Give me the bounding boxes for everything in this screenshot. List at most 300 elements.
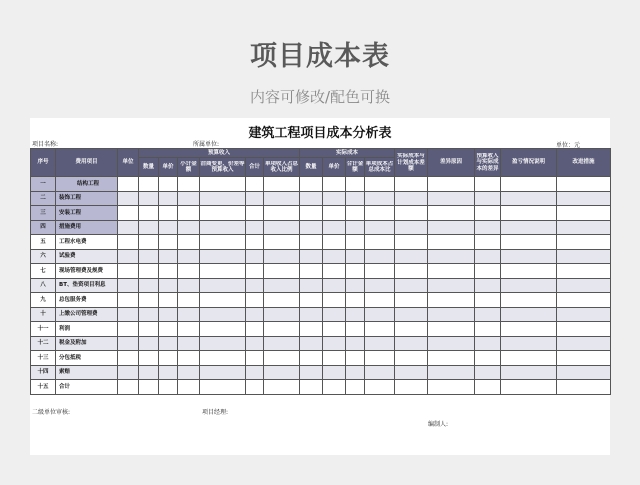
cell[interactable] xyxy=(118,365,139,380)
cell[interactable] xyxy=(300,191,323,206)
table-row xyxy=(31,307,611,322)
cell[interactable] xyxy=(475,365,501,380)
cell[interactable] xyxy=(501,278,557,293)
table-row xyxy=(31,220,611,235)
row-item: 分包抵税 xyxy=(56,351,118,366)
cell[interactable] xyxy=(365,351,395,366)
cell[interactable] xyxy=(118,191,139,206)
row-seq: 四 xyxy=(31,220,56,235)
cell[interactable] xyxy=(264,235,300,250)
cell[interactable] xyxy=(395,191,428,206)
cell[interactable] xyxy=(246,249,264,264)
cell[interactable] xyxy=(246,322,264,337)
cell[interactable] xyxy=(246,307,264,322)
cell[interactable] xyxy=(159,380,178,395)
cell[interactable] xyxy=(365,293,395,308)
cell[interactable] xyxy=(264,365,300,380)
cell[interactable] xyxy=(428,235,475,250)
cell[interactable] xyxy=(557,177,611,192)
cell[interactable] xyxy=(323,336,346,351)
footer-manager: 项目经理: xyxy=(202,409,229,416)
cell[interactable] xyxy=(246,220,264,235)
cell[interactable] xyxy=(300,235,323,250)
cell[interactable] xyxy=(323,206,346,221)
cell[interactable] xyxy=(139,351,159,366)
cell[interactable] xyxy=(501,380,557,395)
header-seq: 序号 xyxy=(31,149,56,177)
cell[interactable] xyxy=(264,336,300,351)
header-group-actual: 实际成本 xyxy=(300,149,395,158)
cell[interactable] xyxy=(118,380,139,395)
cell[interactable] xyxy=(300,278,323,293)
cell[interactable] xyxy=(118,278,139,293)
cell[interactable] xyxy=(200,206,246,221)
cell[interactable] xyxy=(159,336,178,351)
cell[interactable] xyxy=(557,307,611,322)
cell[interactable] xyxy=(346,177,365,192)
cell[interactable] xyxy=(200,351,246,366)
cell[interactable] xyxy=(139,278,159,293)
cell[interactable] xyxy=(323,351,346,366)
cell[interactable] xyxy=(178,264,200,279)
header-b-price: 单价 xyxy=(159,158,178,177)
cell[interactable] xyxy=(501,351,557,366)
cell[interactable] xyxy=(178,322,200,337)
row-seq: 九 xyxy=(31,293,56,308)
row-item: 工程水电费 xyxy=(56,235,118,250)
cell[interactable] xyxy=(264,380,300,395)
cell[interactable] xyxy=(300,293,323,308)
cell[interactable] xyxy=(395,336,428,351)
cell[interactable] xyxy=(200,380,246,395)
page-subtitle: 内容可修改/配色可换 xyxy=(249,88,391,106)
cell[interactable] xyxy=(178,336,200,351)
cell[interactable] xyxy=(246,264,264,279)
cell[interactable] xyxy=(159,293,178,308)
cell[interactable] xyxy=(395,249,428,264)
header-reason: 差异原因 xyxy=(428,149,475,177)
cell[interactable] xyxy=(200,191,246,206)
cell[interactable] xyxy=(323,278,346,293)
cell[interactable] xyxy=(501,177,557,192)
cell[interactable] xyxy=(395,264,428,279)
cell[interactable] xyxy=(300,322,323,337)
cell[interactable] xyxy=(264,177,300,192)
cell[interactable] xyxy=(300,307,323,322)
cost-table xyxy=(30,148,611,395)
cell[interactable] xyxy=(323,307,346,322)
project-name-label: 项目名称: xyxy=(32,141,59,148)
cell[interactable] xyxy=(557,220,611,235)
cell[interactable] xyxy=(475,191,501,206)
cell[interactable] xyxy=(475,206,501,221)
cell[interactable] xyxy=(346,249,365,264)
cell[interactable] xyxy=(475,322,501,337)
cell[interactable] xyxy=(139,322,159,337)
row-item: 上缴公司管理费 xyxy=(56,307,118,322)
cell[interactable] xyxy=(200,220,246,235)
cell[interactable] xyxy=(365,220,395,235)
cell[interactable] xyxy=(428,365,475,380)
cell[interactable] xyxy=(178,235,200,250)
header-b-change: 洽商变更、价差等预算收入 xyxy=(200,160,245,173)
cell[interactable] xyxy=(300,249,323,264)
cell[interactable] xyxy=(428,380,475,395)
cell[interactable] xyxy=(159,177,178,192)
cell[interactable] xyxy=(118,264,139,279)
row-item: 现场管理费及规费 xyxy=(56,264,118,279)
cell[interactable] xyxy=(246,380,264,395)
cell[interactable] xyxy=(475,235,501,250)
cell[interactable] xyxy=(178,380,200,395)
cell[interactable] xyxy=(246,206,264,221)
cell[interactable] xyxy=(323,365,346,380)
cell[interactable] xyxy=(246,336,264,351)
row-seq: 七 xyxy=(31,264,56,279)
row-item: 税金及附加 xyxy=(56,336,118,351)
cell[interactable] xyxy=(428,177,475,192)
cell[interactable] xyxy=(501,264,557,279)
cell[interactable] xyxy=(346,264,365,279)
cell[interactable] xyxy=(475,307,501,322)
cell[interactable] xyxy=(346,220,365,235)
cell[interactable] xyxy=(159,365,178,380)
row-item: 索赔 xyxy=(56,365,118,380)
cell[interactable] xyxy=(200,278,246,293)
cell[interactable] xyxy=(118,249,139,264)
table-row xyxy=(31,365,611,380)
cell[interactable] xyxy=(501,191,557,206)
cell[interactable] xyxy=(246,235,264,250)
cell[interactable] xyxy=(557,264,611,279)
cell[interactable] xyxy=(395,220,428,235)
header-diff-plan: 实际成本与计划成本差额 xyxy=(397,153,425,172)
cell[interactable] xyxy=(501,293,557,308)
row-seq: 十 xyxy=(31,307,56,322)
cell[interactable] xyxy=(300,177,323,192)
cell[interactable] xyxy=(475,380,501,395)
cell[interactable] xyxy=(200,322,246,337)
cell[interactable] xyxy=(395,206,428,221)
cell[interactable] xyxy=(139,177,159,192)
row-seq: 六 xyxy=(31,249,56,264)
page-title: 项目成本表 xyxy=(250,41,390,72)
cell[interactable] xyxy=(428,278,475,293)
cell[interactable] xyxy=(159,264,178,279)
table-row xyxy=(31,293,611,308)
cell[interactable] xyxy=(200,365,246,380)
cell[interactable] xyxy=(346,191,365,206)
cell[interactable] xyxy=(395,380,428,395)
cell[interactable] xyxy=(365,191,395,206)
cell[interactable] xyxy=(395,278,428,293)
cell[interactable] xyxy=(365,365,395,380)
table-row xyxy=(31,191,611,206)
cell[interactable] xyxy=(475,351,501,366)
cell[interactable] xyxy=(428,307,475,322)
cell[interactable] xyxy=(501,249,557,264)
cell[interactable] xyxy=(118,336,139,351)
cell[interactable] xyxy=(501,365,557,380)
cell[interactable] xyxy=(139,206,159,221)
cell[interactable] xyxy=(300,264,323,279)
cell[interactable] xyxy=(264,278,300,293)
row-item: 总包服务费 xyxy=(56,293,118,308)
cell[interactable] xyxy=(557,191,611,206)
cell[interactable] xyxy=(159,307,178,322)
cell[interactable] xyxy=(428,336,475,351)
cell[interactable] xyxy=(501,206,557,221)
header-a-total: 合计金额 xyxy=(346,160,364,173)
cell[interactable] xyxy=(557,206,611,221)
cell[interactable] xyxy=(346,278,365,293)
cell[interactable] xyxy=(264,293,300,308)
cell[interactable] xyxy=(365,249,395,264)
cell[interactable] xyxy=(475,264,501,279)
row-seq: 十四 xyxy=(31,365,56,380)
cell[interactable] xyxy=(323,264,346,279)
cell[interactable] xyxy=(346,235,365,250)
row-seq: 十五 xyxy=(31,380,56,395)
cell[interactable] xyxy=(365,206,395,221)
cell[interactable] xyxy=(323,220,346,235)
cell[interactable] xyxy=(178,293,200,308)
cell[interactable] xyxy=(118,177,139,192)
cell[interactable] xyxy=(395,307,428,322)
table-row xyxy=(31,351,611,366)
cell[interactable] xyxy=(557,249,611,264)
cell[interactable] xyxy=(300,365,323,380)
cell[interactable] xyxy=(365,278,395,293)
cell[interactable] xyxy=(323,380,346,395)
cell[interactable] xyxy=(557,235,611,250)
cell[interactable] xyxy=(501,336,557,351)
cell[interactable] xyxy=(159,235,178,250)
cell[interactable] xyxy=(475,278,501,293)
cell[interactable] xyxy=(139,191,159,206)
cell[interactable] xyxy=(139,235,159,250)
cell[interactable] xyxy=(557,278,611,293)
cell[interactable] xyxy=(159,206,178,221)
cell[interactable] xyxy=(501,235,557,250)
cell[interactable] xyxy=(178,206,200,221)
table-row xyxy=(31,380,611,395)
cell[interactable] xyxy=(139,249,159,264)
cell[interactable] xyxy=(246,365,264,380)
footer-review: 二级单位审核: xyxy=(32,409,71,416)
cell[interactable] xyxy=(428,206,475,221)
row-seq: 十三 xyxy=(31,351,56,366)
cell[interactable] xyxy=(264,206,300,221)
cell[interactable] xyxy=(159,220,178,235)
cell[interactable] xyxy=(178,278,200,293)
cell[interactable] xyxy=(264,220,300,235)
cell[interactable] xyxy=(475,220,501,235)
cell[interactable] xyxy=(323,293,346,308)
cell[interactable] xyxy=(139,336,159,351)
cell[interactable] xyxy=(300,380,323,395)
cell[interactable] xyxy=(178,191,200,206)
cell[interactable] xyxy=(475,293,501,308)
cell[interactable] xyxy=(178,365,200,380)
row-item: 装饰工程 xyxy=(56,191,118,206)
cell[interactable] xyxy=(346,336,365,351)
row-item: 措施费用 xyxy=(56,220,118,235)
cell[interactable] xyxy=(139,365,159,380)
cell[interactable] xyxy=(178,249,200,264)
cell[interactable] xyxy=(428,322,475,337)
header-a-qty: 数量 xyxy=(300,158,323,177)
cell[interactable] xyxy=(264,264,300,279)
cell[interactable] xyxy=(178,351,200,366)
cell[interactable] xyxy=(501,307,557,322)
cell[interactable] xyxy=(428,264,475,279)
table-row xyxy=(31,322,611,337)
cell[interactable] xyxy=(178,307,200,322)
cell[interactable] xyxy=(159,322,178,337)
cell[interactable] xyxy=(139,293,159,308)
cell[interactable] xyxy=(323,235,346,250)
cell[interactable] xyxy=(246,191,264,206)
cell[interactable] xyxy=(395,365,428,380)
cell[interactable] xyxy=(139,220,159,235)
cell[interactable] xyxy=(395,351,428,366)
row-item: BT、垫资项目利息 xyxy=(56,278,118,293)
cell[interactable] xyxy=(501,322,557,337)
cell[interactable] xyxy=(178,177,200,192)
cell[interactable] xyxy=(264,191,300,206)
cell[interactable] xyxy=(395,177,428,192)
cell[interactable] xyxy=(475,177,501,192)
cell[interactable] xyxy=(264,351,300,366)
cell[interactable] xyxy=(557,351,611,366)
cell[interactable] xyxy=(346,322,365,337)
cell[interactable] xyxy=(323,177,346,192)
footer-preparer: 编制人: xyxy=(428,421,449,428)
cell[interactable] xyxy=(118,351,139,366)
table-row xyxy=(31,177,611,192)
unit-org-label: 所属单位: xyxy=(193,141,220,148)
cell[interactable] xyxy=(200,235,246,250)
cell[interactable] xyxy=(557,365,611,380)
cell[interactable] xyxy=(557,293,611,308)
table-row xyxy=(31,206,611,221)
cell[interactable] xyxy=(365,264,395,279)
cell[interactable] xyxy=(118,220,139,235)
cell[interactable] xyxy=(323,322,346,337)
cell[interactable] xyxy=(475,336,501,351)
cell[interactable] xyxy=(557,380,611,395)
cell[interactable] xyxy=(139,380,159,395)
cell[interactable] xyxy=(428,220,475,235)
cell[interactable] xyxy=(346,380,365,395)
cell[interactable] xyxy=(118,206,139,221)
cell[interactable] xyxy=(323,249,346,264)
cell[interactable] xyxy=(178,220,200,235)
cell[interactable] xyxy=(118,235,139,250)
cell[interactable] xyxy=(200,307,246,322)
header-item: 费用项目 xyxy=(56,149,118,177)
cell[interactable] xyxy=(557,336,611,351)
cell[interactable] xyxy=(159,249,178,264)
cell[interactable] xyxy=(118,293,139,308)
cell[interactable] xyxy=(365,235,395,250)
cell[interactable] xyxy=(246,351,264,366)
row-seq: 二 xyxy=(31,191,56,206)
header-b-total: 合计 xyxy=(246,158,264,177)
cell[interactable] xyxy=(365,177,395,192)
cell[interactable] xyxy=(264,307,300,322)
row-seq: 三 xyxy=(31,206,56,221)
cell[interactable] xyxy=(428,191,475,206)
cell[interactable] xyxy=(346,365,365,380)
cell[interactable] xyxy=(300,351,323,366)
cell[interactable] xyxy=(395,235,428,250)
cell[interactable] xyxy=(200,293,246,308)
row-item: 安装工程 xyxy=(56,206,118,221)
cell[interactable] xyxy=(395,293,428,308)
cell[interactable] xyxy=(346,206,365,221)
cell[interactable] xyxy=(264,249,300,264)
header-diff-budget: 预算收入与实际成本的差异 xyxy=(476,152,499,172)
cell[interactable] xyxy=(365,380,395,395)
cell[interactable] xyxy=(200,336,246,351)
cell[interactable] xyxy=(475,249,501,264)
cell[interactable] xyxy=(428,249,475,264)
cell[interactable] xyxy=(200,177,246,192)
cell[interactable] xyxy=(346,351,365,366)
row-seq: 十二 xyxy=(31,336,56,351)
cell[interactable] xyxy=(246,293,264,308)
header-b-qty: 数量 xyxy=(139,158,159,177)
cell[interactable] xyxy=(365,307,395,322)
cell[interactable] xyxy=(428,293,475,308)
cell[interactable] xyxy=(246,278,264,293)
cell[interactable] xyxy=(118,322,139,337)
cell[interactable] xyxy=(264,322,300,337)
header-group-budget: 预算收入 xyxy=(139,149,300,158)
cell[interactable] xyxy=(300,206,323,221)
row-item: 结构工程 xyxy=(56,177,118,192)
sheet-title: 建筑工程项目成本分析表 xyxy=(248,126,392,141)
header-b-ratio: 单项收入占总收入比例 xyxy=(265,160,299,173)
cell[interactable] xyxy=(139,307,159,322)
cell[interactable] xyxy=(346,307,365,322)
cell[interactable] xyxy=(365,336,395,351)
cell[interactable] xyxy=(159,191,178,206)
header-unit: 单位 xyxy=(118,149,139,177)
cell[interactable] xyxy=(428,351,475,366)
cell[interactable] xyxy=(300,220,323,235)
cell[interactable] xyxy=(159,351,178,366)
cell[interactable] xyxy=(557,322,611,337)
cell[interactable] xyxy=(501,220,557,235)
cell[interactable] xyxy=(200,249,246,264)
cell[interactable] xyxy=(395,322,428,337)
cell[interactable] xyxy=(365,322,395,337)
cell[interactable] xyxy=(246,177,264,192)
table-row xyxy=(31,249,611,264)
row-item: 利润 xyxy=(56,322,118,337)
cell[interactable] xyxy=(159,278,178,293)
cell[interactable] xyxy=(139,264,159,279)
cell[interactable] xyxy=(300,336,323,351)
cell[interactable] xyxy=(323,191,346,206)
cell[interactable] xyxy=(346,293,365,308)
cell[interactable] xyxy=(200,264,246,279)
row-item: 试验费 xyxy=(56,249,118,264)
cell[interactable] xyxy=(118,307,139,322)
